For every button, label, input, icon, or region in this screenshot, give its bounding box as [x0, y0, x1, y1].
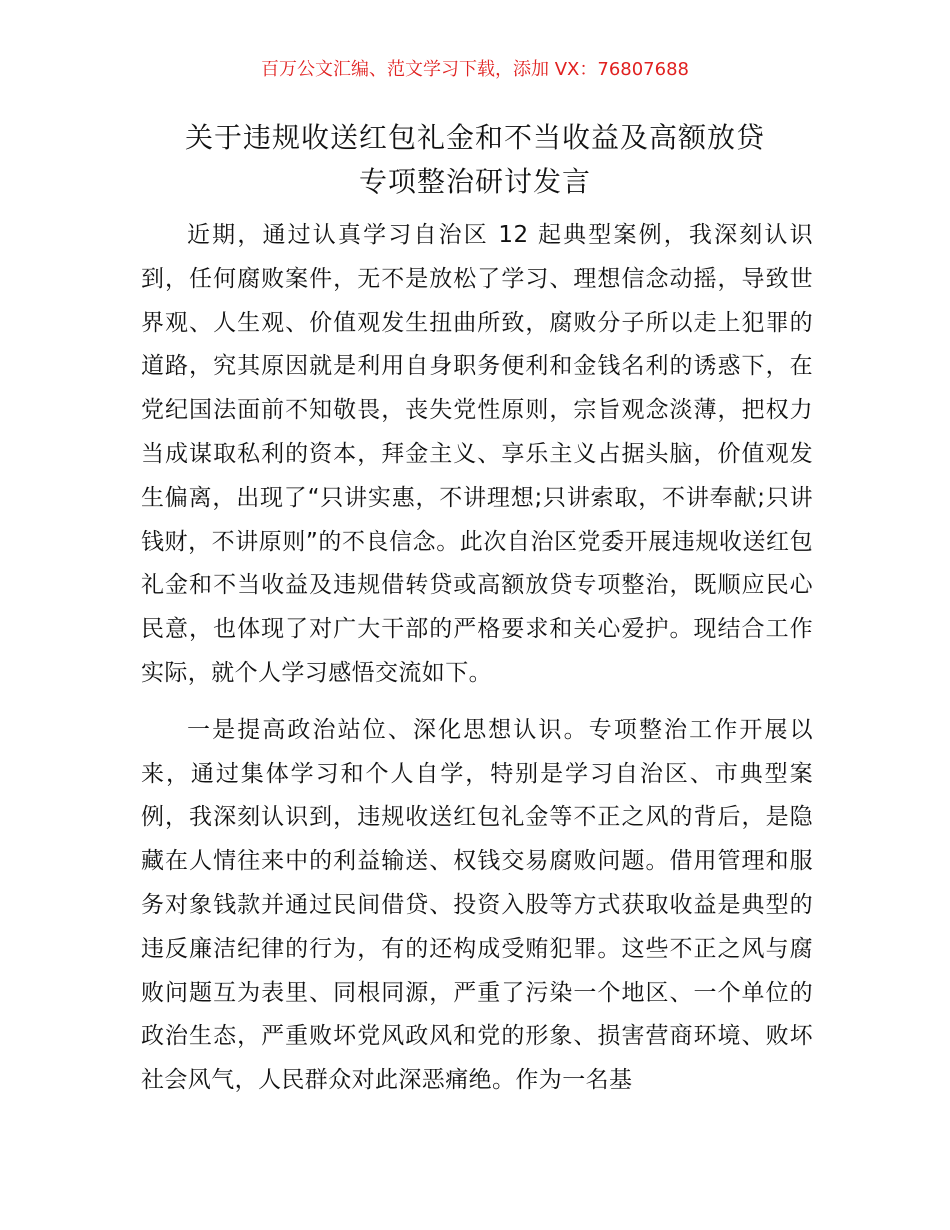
- document-body: [141, 214, 813, 1116]
- document-title-line-2: 专项整治研讨发言: [358, 165, 591, 198]
- document-title-line-1: 关于违规收送红包礼金和不当收益及高额放贷: [184, 121, 765, 154]
- paragraph-intro: 近期，通过认真学习自治区 12 起典型案例，我深刻认识到，任何腐败案件，无不是放松了学习、理想信念动摇，导致世界观、人生观、价值观发生扭曲所致，腐败分子所以走上犯罪的道路，究其原因就是利用自身职务便利和金钱名利的诱惑下，在党纪国法面前不知敬畏，丧失党性原则，宗旨观念淡薄，把权力当成谋取私利的资本，拜金主义、享乐主义占据头脑，价值观发生偏离，出现了“只讲实惠，不讲理想;只讲索取，不讲奉献;只讲钱财，不讲原则”的不良信念。此次自治区党委开展违规收送红包礼金和不当收益及违规借转贷或高额放贷专项整治，既顺应民心民意，也体现了对广大干部的严格要求和关心爱护。现结合工作实际，就个人学习感悟交流如下。: [141, 222, 813, 686]
- header-banner: 百万公文汇编、范文学习下载，添加 VX：76807688: [261, 59, 689, 80]
- document-title: [120, 116, 830, 204]
- paragraph-point-one: 一是提高政治站位、深化思想认识。专项整治工作开展以来，通过集体学习和个人自学，特别是学习自治区、市典型案例，我深刻认识到，违规收送红包礼金等不正之风的背后，是隐藏在人情往来中的利益输送、权钱交易腐败问题。借用管理和服务对象钱款并通过民间借贷、投资入股等方式获取收益是典型的违反廉洁纪律的行为，有的还构成受贿犯罪。这些不正之风与腐败问题互为表里、同根同源，严重了污染一个地区、一个单位的政治生态，严重败坏党风政风和党的形象、损害营商环境、败坏社会风气，人民群众对此深恶痛绝。作为一名基: [141, 716, 813, 1094]
